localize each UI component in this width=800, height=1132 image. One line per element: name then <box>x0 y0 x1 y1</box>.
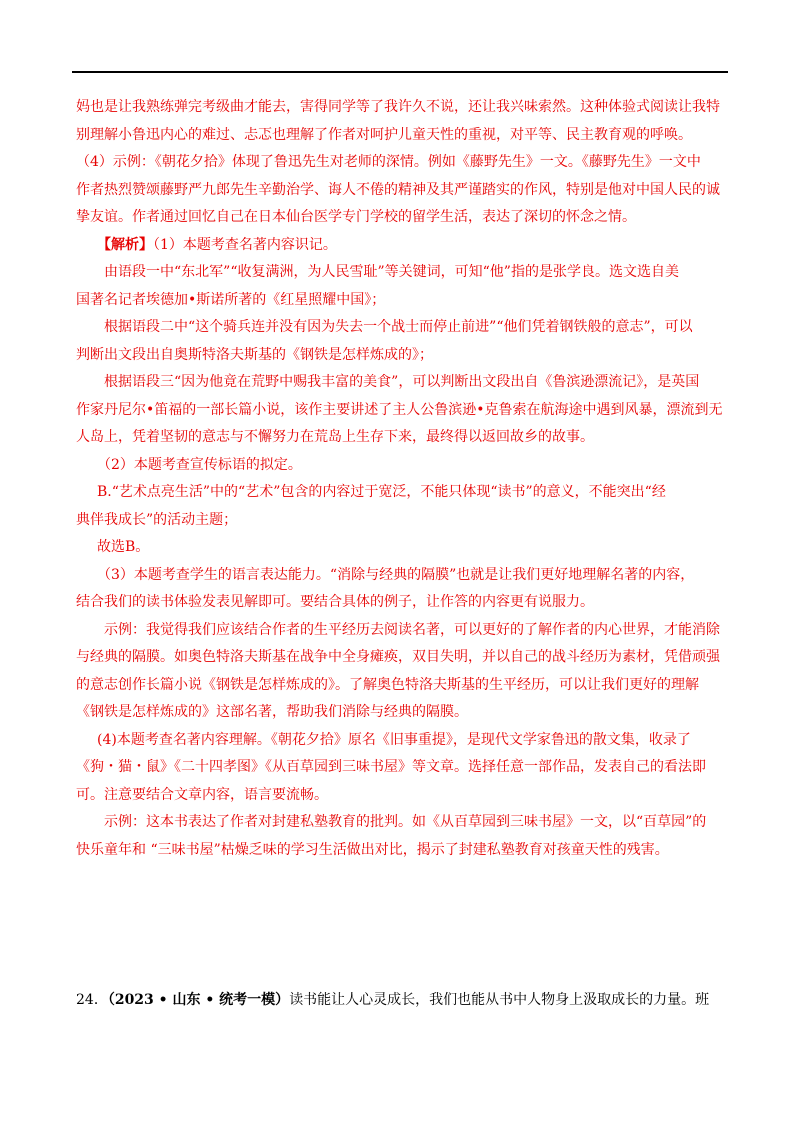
text-line: （2）本题考查宣传标语的拟定。 <box>97 456 302 473</box>
text-line: 挚友谊。作者通过回忆自己在日本仙台医学专门学校的留学生活，表达了深切的怀念之情。 <box>76 209 636 225</box>
text-line: 《狗・猫・鼠》《二十四孝图》《从百草园到三味书屋》等文章。选择任意一部作品，发表自己的看法即 <box>76 759 706 775</box>
text-line: 由语段一中“东北军”“收复满洲，为人民雪耻”等关键词，可知“他”指的是张学良。选文选自美 <box>104 264 679 280</box>
text-line: 妈也是让我熟练弹完考级曲才能去，害得同学等了我许久不说，还让我兴味索然。这种体验式阅读让我特 <box>76 99 720 115</box>
text-line: 根据语段二中“这个骑兵连并没有因为失去一个战士而停止前进”“他们凭着钢铁般的意志”，可以 <box>104 319 693 335</box>
analysis-heading <box>76 232 728 260</box>
text-line: 示例：这本书表达了作者对封建私塾教育的批判。如《从百草园到三味书屋》一文，以“百草园”的 <box>104 814 707 830</box>
answer-lines <box>76 94 728 232</box>
question-source: （2023 • 山东 • 统考一模） <box>107 992 290 1008</box>
text-line: 判断出文段出自奥斯特洛夫斯基的《钢铁是怎样炼成的》； <box>76 346 433 363</box>
text-line: 典伴我成长”的活动主题； <box>76 511 238 528</box>
analysis-lines <box>76 259 728 864</box>
text-line: 可。注意要结合文章内容，语言要流畅。 <box>76 786 328 803</box>
text-line: B.“艺术点亮生活”中的“艺术”包含的内容过于宽泛，不能只体现“读书”的意义，不能突出“经 <box>97 484 666 500</box>
text-line: 与经典的隔膜。如奥色特洛夫斯基在战争中全身瘫痪，双目失明，并以自己的战斗经历为素材，凭借顽强 <box>76 649 720 665</box>
text-line: 故选B。 <box>97 539 150 555</box>
text-line: 快乐童年和 “三味书屋”枯燥乏味的学习生活做出对比，揭示了封建私塾教育对孩童天性的残害。 <box>76 841 669 858</box>
text-line: 国著名记者埃德加•斯诺所著的《红星照耀中国》； <box>76 291 386 308</box>
question-24 <box>76 986 728 1014</box>
text-line: 《钢铁是怎样炼成的》这部名著，帮助我们消除与经典的隔膜。 <box>76 704 468 720</box>
text-line: （3）本题考查学生的语言表达能力。“消除与经典的隔膜”也就是让我们更好地理解名著的内容， <box>97 566 695 583</box>
text-line: 作家丹尼尔•笛福的一部长篇小说，该作主要讲述了主人公鲁滨逊•克鲁索在航海途中遇到风暴，漂流到无 <box>76 401 723 418</box>
analysis-tag: 【解析】 <box>97 236 153 253</box>
text-line: （4）示例：《朝花夕拾》体现了鲁迅先生对老师的深情。例如《藤野先生》一文。《藤野先生》一文中 <box>76 154 701 170</box>
text-line: 示例：我觉得我们应该结合作者的生平经历去阅读名著，可以更好的了解作者的内心世界，才能消除 <box>104 621 720 638</box>
text-line: 作者热烈赞颂藤野严九郎先生辛勤治学、诲人不倦的精神及其严谨踏实的作风，特别是他对中国人民的诚 <box>76 181 720 198</box>
text-line: 人岛上，凭着坚韧的意志与不懈努力在荒岛上生存下来，最终得以返回故乡的故事。 <box>76 429 594 445</box>
header-rule <box>72 71 728 73</box>
text-line: (4)本题考查名著内容理解。《朝花夕拾》原名《旧事重提》，是现代文学家鲁迅的散文集，收录了 <box>97 731 691 748</box>
analysis-first: （1）本题考查名著内容识记。 <box>153 236 337 253</box>
question-text: 读书能让人心灵成长，我们也能从书中人物身上汲取成长的力量。班 <box>289 992 710 1008</box>
text-line: 的意志创作长篇小说《钢铁是怎样炼成的》。了解奥色特洛夫斯基的生平经历，可以让我们更好的理解 <box>76 676 699 693</box>
text-line: 别理解小鲁迅内心的难过、忐忑也理解了作者对呵护儿童天性的重视，对平等、民主教育观的呼唤。 <box>76 126 692 143</box>
answer-section <box>76 94 728 864</box>
text-line: 根据语段三“因为他竟在荒野中赐我丰富的美食”，可以判断出文段出自《鲁滨逊漂流记》，是英国 <box>104 374 700 390</box>
text-line: 结合我们的读书体验发表见解即可。要结合具体的例子，让作答的内容更有说服力。 <box>76 594 594 610</box>
question-number: 24． <box>76 992 108 1008</box>
